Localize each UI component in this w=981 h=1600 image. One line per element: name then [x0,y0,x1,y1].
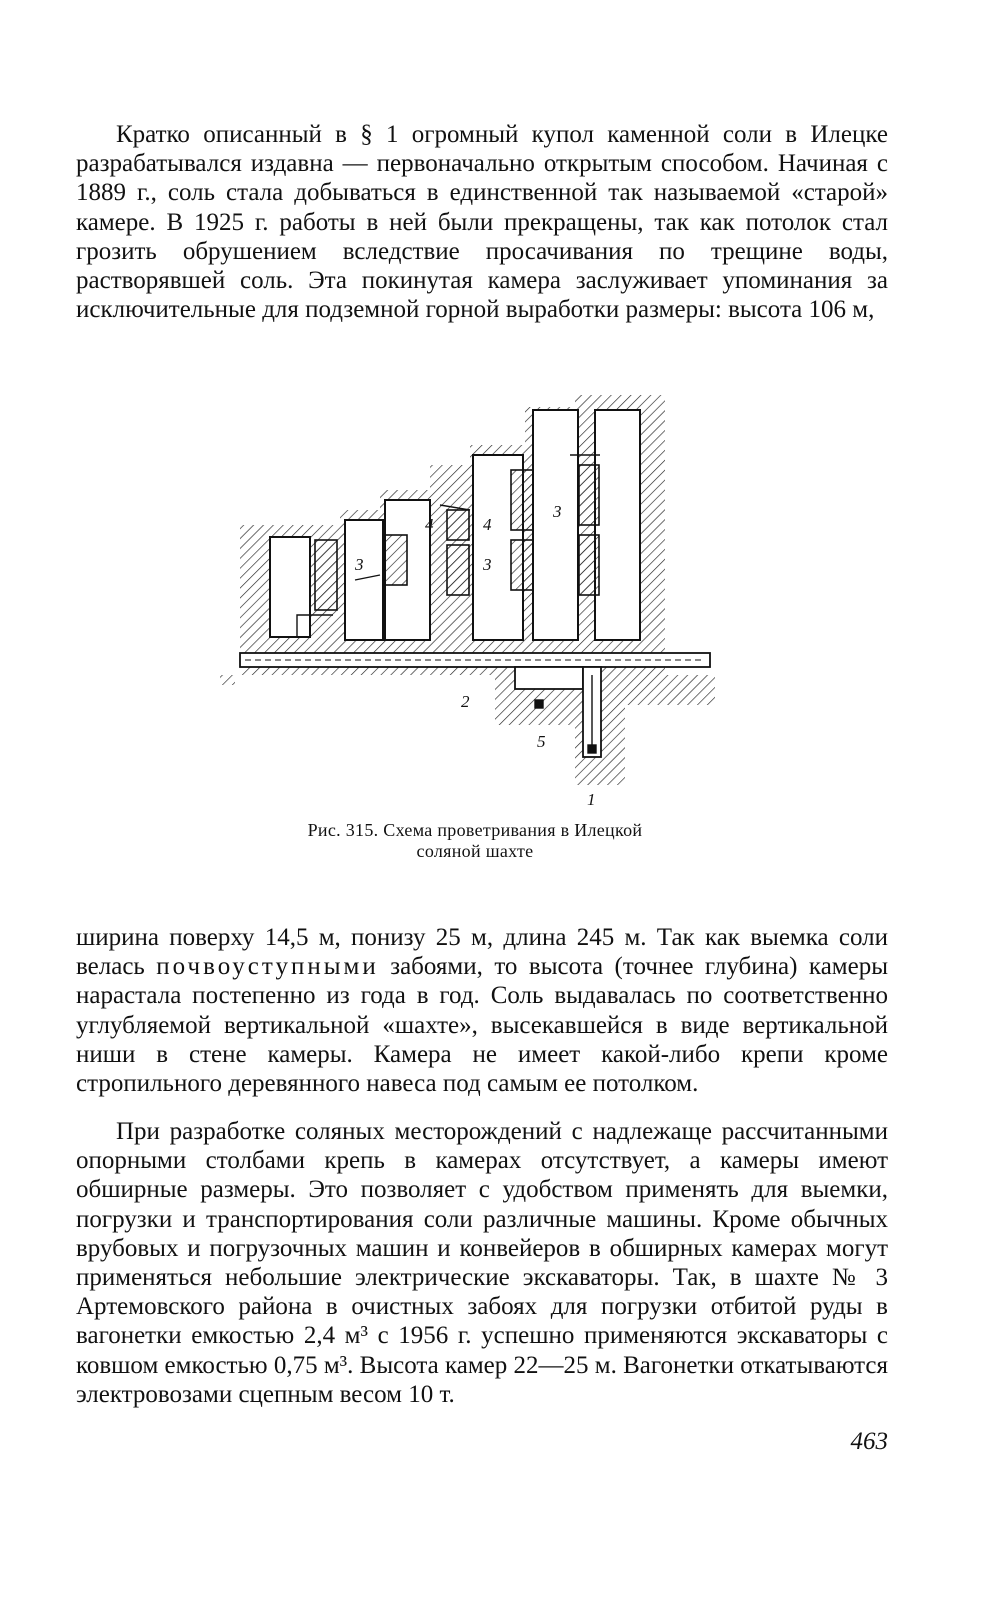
paragraph-2 [76,923,888,1098]
label-3-middle: 3 [483,555,492,574]
paragraph-2-part-1: ширина поверху 14,5 м, понизу 25 м, длина 245 м. Так как выемка соли велась [76,924,888,981]
caption-line-1: Рис. 315. Схема проветривания в Илецкой [307,820,643,840]
paragraph-3: При разработке соляных месторождений с надлежаще рассчитанными опорными столбами крепь в камерах отсутствует, а камеры имеют обширные размеры. Это позволяет с удобством применять для выемки, погрузки и транспортирования соли различные машины. Кроме обычных врубовых и погрузочных машин и конвейеров в обширных камерах могут применяться небольшие электрические экскаваторы. Так, в шахте № 3 Артемовского района в очистных забоях для погрузки отбитой руды в вагонетки емкостью 2,4 м³ с 1956 г. успешно применяются экскаваторы с ковшом емкостью 0,75 м³. Высота камер 22—25 м. Вагонетки откатываются электровозами сцепным весом 10 т. [76,1118,888,1408]
ventilation-diagram [215,385,735,815]
label-3-left: 3 [355,555,364,574]
label-1: 1 [587,790,596,809]
label-3-right: 3 [553,502,562,521]
label-2: 2 [461,692,470,711]
label-4-left: 4 [425,515,434,534]
figure-caption [215,820,735,862]
caption-line-2: соляной шахте [416,841,534,861]
paragraph-1: Кратко описанный в § 1 огромный купол каменной соли в Илецке разрабатывался издавна — первоначально открытым способом. Начиная с 1889 г., соль стала добываться в единственной так называемой «старой» камере. В 1925 г. работы в ней были прекращены, так как потолок стал грозить обрушением вследствие просачивания по трещине воды, растворявшей соль. Эта покинутая камера заслуживает упоминания за исключительные для подземной горной выработки размеры: высота 106 м, [76,121,888,324]
paragraph-2-emphasis: почвоуступными [156,953,379,981]
label-5: 5 [537,732,546,751]
page-number: 463 [850,1428,888,1455]
label-4-right: 4 [483,515,492,534]
paragraph-2-part-2: забоями, то высота (точнее глубина) камеры нарастала постепенно из года в год. Соль выдавалась по соответственно углубляемой вертикальной «шахте», высекавшейся в виде вертикальной ниши в стене камеры. Камера не имеет какой-либо крепи кроме стропильного деревянного навеса под самым ее потолком. [76,953,888,1098]
